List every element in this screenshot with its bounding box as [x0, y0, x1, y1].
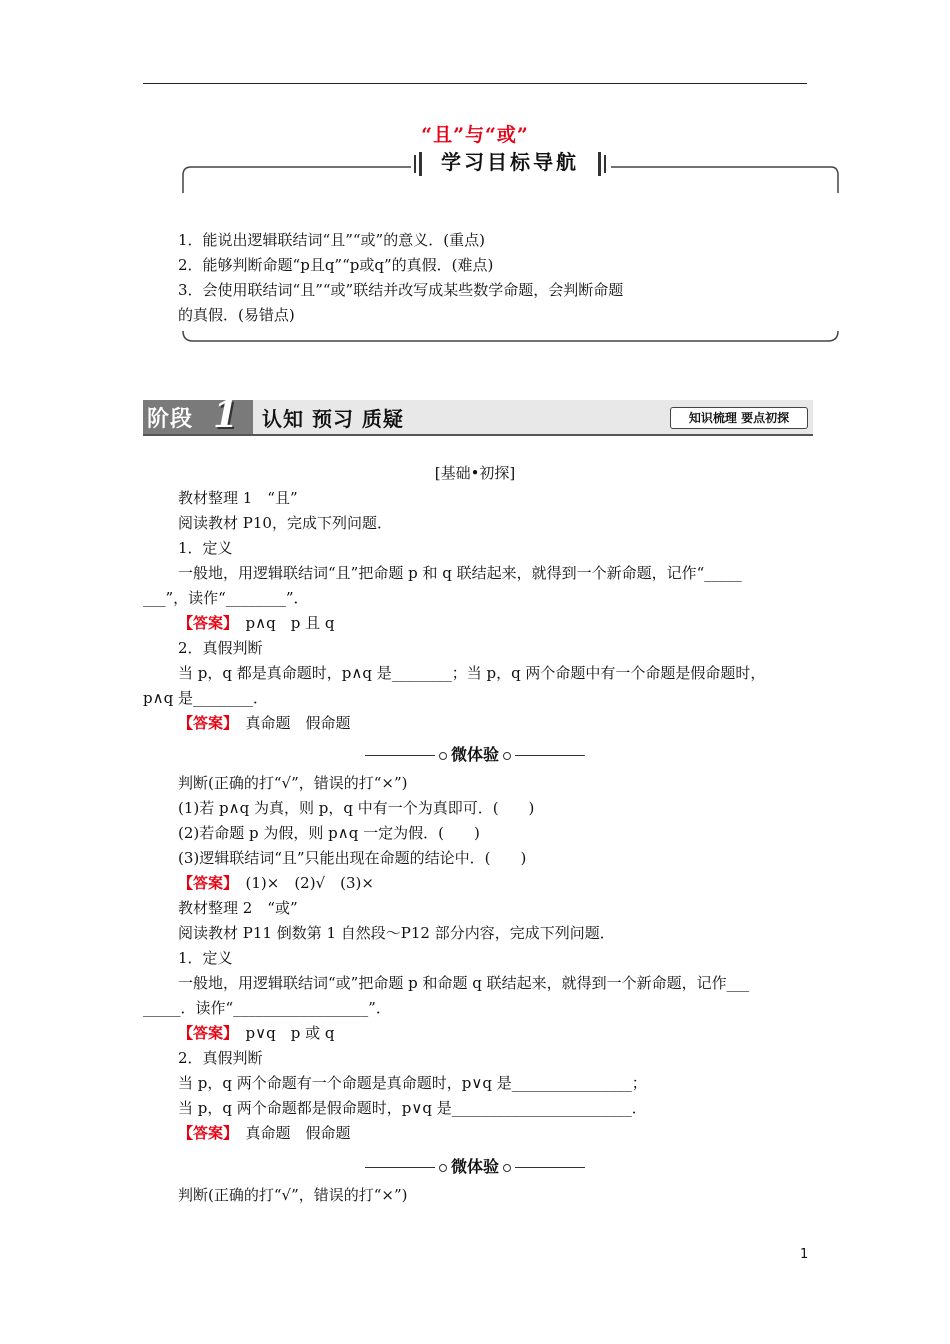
text-line: 阅读教材 P10，完成下列问题． [178, 514, 392, 532]
answer-tag: 【答案】 [178, 714, 231, 732]
goal-item: 的真假．(易错点) [178, 306, 295, 324]
goal-item: 1．能说出逻辑联结词“且”“或”的意义．(重点) [178, 231, 485, 249]
answer-text: 真命题 假命题 [230, 1124, 351, 1142]
top-rule [143, 83, 807, 84]
text-line: p∧q 是________． [143, 689, 268, 707]
stage-label: 阶段 [147, 407, 194, 432]
text-line: _____．读作“__________________”． [143, 999, 391, 1017]
answer-text: (1)× (2)√ (3)× [230, 874, 374, 892]
answer-tag: 【答案】 [178, 614, 231, 632]
material-heading: 教材整理 2 “或” [178, 899, 298, 917]
nav-title: 学习目标导航 [425, 148, 595, 178]
subheading: 1．定义 [178, 949, 233, 967]
answer-line [178, 612, 334, 634]
text-line: ___”，读作“________”． [143, 589, 309, 607]
title-ornament-right-thick [598, 152, 601, 176]
subheading: 2．真假判断 [178, 1049, 263, 1067]
answer-text: 真命题 假命题 [230, 714, 351, 732]
text-line: 一般地，用逻辑联结词“或”把命题 p 和命题 q 联结起来，就得到一个新命题，记作___ [178, 974, 750, 992]
micro-experience-heading: 微体验 [0, 742, 950, 765]
title-ornament-right [604, 155, 606, 173]
question: (2)若命题 p 为假，则 p∧q 一定为假．( ) [178, 824, 480, 842]
answer-text: p∨q p 或 q [230, 1024, 335, 1042]
answer-line [178, 1022, 334, 1044]
question: (3)逻辑联结词“且”只能出现在命题的结论中．( ) [178, 849, 527, 867]
text-line: 判断(正确的打“√”，错误的打“×”) [178, 774, 408, 792]
question: (1)若 p∧q 为真，则 p，q 中有一个为真即可．( ) [178, 799, 535, 817]
subheading: 1．定义 [178, 539, 233, 557]
answer-line [178, 712, 351, 734]
answer-line [178, 872, 374, 894]
micro-experience-heading: 微体验 [0, 1154, 950, 1177]
stage-number: 1 [213, 394, 239, 436]
answer-line [178, 1122, 351, 1144]
title-ornament-left [414, 155, 416, 173]
stage-tag: 知识梳理 要点初探 [670, 407, 808, 429]
answer-tag: 【答案】 [178, 874, 231, 892]
subheading: 2．真假判断 [178, 639, 263, 657]
document-title: “且”与“或” [421, 124, 529, 146]
text-line: 当 p，q 两个命题有一个命题是真命题时，p∨q 是________________； [178, 1074, 647, 1092]
goal-item: 2．能够判断命题“p且q”“p或q”的真假．(难点) [178, 256, 494, 274]
goal-item: 3．会使用联结词“且”“或”联结并改写成某些数学命题，会判断命题 [178, 281, 624, 299]
answer-tag: 【答案】 [178, 1124, 231, 1142]
page-number: 1 [800, 1247, 809, 1262]
text-line: 判断(正确的打“√”，错误的打“×”) [178, 1186, 408, 1204]
text-line: 阅读教材 P11 倒数第 1 自然段～P12 部分内容，完成下列问题． [178, 924, 615, 942]
answer-text: p∧q p 且 q [230, 614, 335, 632]
answer-tag: 【答案】 [178, 1024, 231, 1042]
text-line: 当 p，q 两个命题都是假命题时，p∨q 是________________________． [178, 1099, 647, 1117]
text-line: 一般地，用逻辑联结词“且”把命题 p 和 q 联结起来，就得到一个新命题，记作“_____ [178, 564, 742, 582]
stage-title: 认知 预习 质疑 [262, 407, 404, 431]
title-ornament-left-thick [419, 152, 422, 176]
section-basis: [基础•初探] [434, 464, 516, 482]
text-line: 当 p，q 都是真命题时，p∧q 是________；当 p，q 两个命题中有一个命题是假命题时， [178, 664, 766, 682]
material-heading: 教材整理 1 “且” [178, 489, 298, 507]
